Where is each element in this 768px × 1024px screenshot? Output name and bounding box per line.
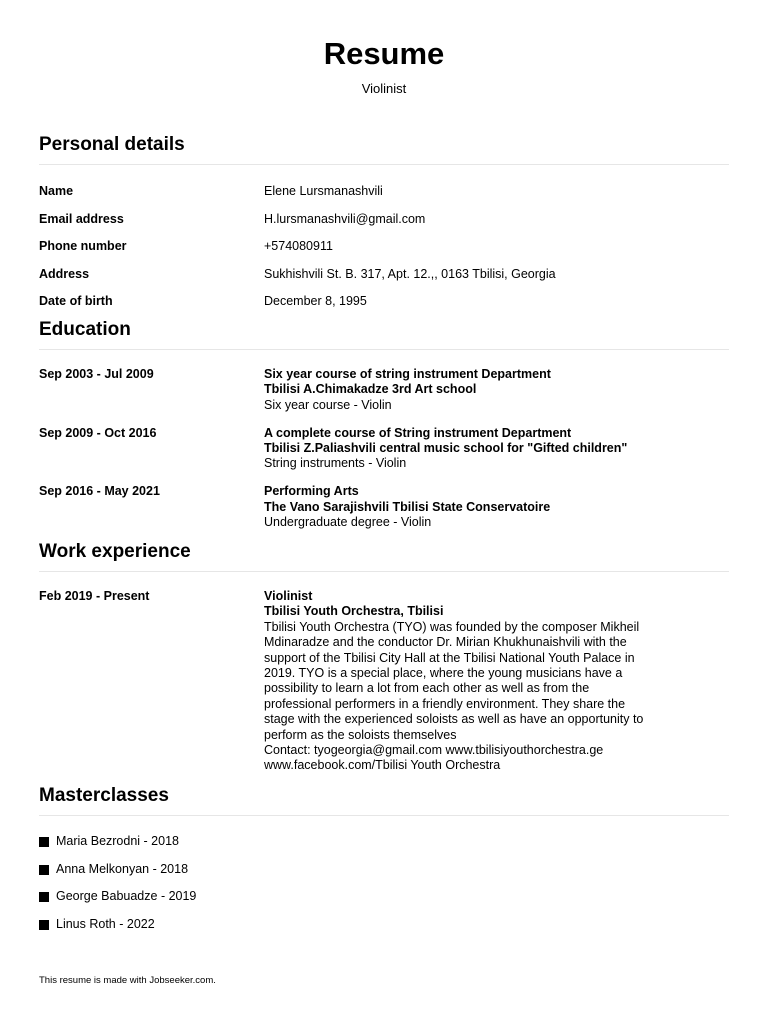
- masterclass-label: George Babuadze - 2019: [56, 889, 197, 904]
- square-bullet-icon: [39, 920, 49, 930]
- entry-dates: Feb 2019 - Present: [39, 589, 150, 603]
- work-experience-section: [39, 540, 729, 774]
- description-line: possibility to learn a lot from each other as well as from the: [264, 681, 590, 696]
- description-line: Mdinaradze and the conductor Dr. Mirian Khukhunaishvili with the: [264, 635, 627, 650]
- footer-note: This resume is made with Jobseeker.com.: [39, 975, 216, 986]
- entry-institution: Tbilisi A.Chimakadze 3rd Art school: [264, 382, 477, 397]
- description-line: perform as the soloists themselves: [264, 727, 457, 742]
- education-section: [39, 318, 729, 543]
- detail-value: December 8, 1995: [264, 294, 367, 309]
- section-heading: Work experience: [39, 540, 729, 572]
- detail-row-phone: [39, 239, 729, 267]
- entry-detail: Undergraduate degree - Violin: [264, 515, 432, 530]
- detail-row-address: [39, 267, 729, 295]
- list-item: [39, 834, 729, 862]
- personal-details-section: [39, 133, 729, 322]
- detail-value: +574080911: [264, 239, 333, 254]
- entry-title: A complete course of String instrument Department: [264, 425, 572, 440]
- masterclass-label: Linus Roth - 2022: [56, 916, 155, 931]
- section-heading: Education: [39, 318, 729, 350]
- entry-title: Six year course of string instrument Department: [264, 367, 551, 381]
- entry-dates: Sep 2016 - May 2021: [39, 484, 160, 499]
- detail-value: Sukhishvili St. B. 317, Apt. 12.,, 0163 Tbilisi, Georgia: [264, 266, 556, 281]
- entry-detail: Six year course - Violin: [264, 397, 392, 412]
- square-bullet-icon: [39, 892, 49, 902]
- resume-title: Resume: [323, 36, 445, 71]
- job-title: Violinist: [264, 589, 313, 603]
- description-line: stage with the experienced soloists as well as have an opportunity to: [264, 712, 644, 727]
- description-line: www.facebook.com/Tbilisi Youth Orchestra: [264, 758, 501, 773]
- square-bullet-icon: [39, 865, 49, 875]
- detail-label: Phone number: [39, 239, 127, 254]
- detail-row-name: [39, 184, 729, 212]
- detail-row-email: [39, 212, 729, 240]
- masterclass-list: [39, 816, 729, 944]
- work-entry: [39, 589, 729, 774]
- detail-label: Address: [39, 266, 90, 281]
- list-item: [39, 917, 729, 945]
- detail-label: Email address: [39, 211, 124, 226]
- education-entry: [39, 367, 729, 413]
- description-line: professional performers in a friendly environment. They share the: [264, 696, 626, 711]
- education-entry: [39, 426, 729, 472]
- section-heading: Personal details: [39, 133, 729, 165]
- entry-detail: String instruments - Violin: [264, 456, 407, 471]
- detail-value: H.lursmanashvili@gmail.com: [264, 211, 426, 226]
- detail-label: Date of birth: [39, 294, 113, 309]
- list-item: [39, 889, 729, 917]
- description-line: Contact: tyogeorgia@gmail.com www.tbilisiyouthorchestra.ge: [264, 743, 604, 758]
- job-employer: Tbilisi Youth Orchestra, Tbilisi: [264, 604, 444, 619]
- list-item: [39, 862, 729, 890]
- description-line: support of the Tbilisi City Hall at the Tbilisi National Youth Palace in: [264, 650, 635, 665]
- description-line: Tbilisi Youth Orchestra (TYO) was founded by the composer Mikheil: [264, 619, 640, 634]
- masterclass-label: Maria Bezrodni - 2018: [56, 834, 179, 848]
- masterclasses-section: [39, 784, 729, 944]
- entry-institution: The Vano Sarajishvili Tbilisi State Conservatoire: [264, 499, 551, 514]
- job-description: [264, 620, 664, 774]
- entry-dates: Sep 2009 - Oct 2016: [39, 425, 157, 440]
- square-bullet-icon: [39, 837, 49, 847]
- entry-dates: Sep 2003 - Jul 2009: [39, 367, 154, 381]
- entry-institution: Tbilisi Z.Paliashvili central music school for "Gifted children": [264, 441, 628, 456]
- education-entry: [39, 484, 729, 530]
- resume-subtitle: Violinist: [361, 81, 407, 96]
- entry-title: Performing Arts: [264, 484, 359, 499]
- masterclass-label: Anna Melkonyan - 2018: [56, 861, 189, 876]
- section-heading: Masterclasses: [39, 784, 729, 816]
- description-line: 2019. TYO is a special place, where the young musicians have a: [264, 666, 623, 681]
- detail-label: Name: [39, 184, 74, 198]
- detail-value: Elene Lursmanashvili: [264, 184, 383, 198]
